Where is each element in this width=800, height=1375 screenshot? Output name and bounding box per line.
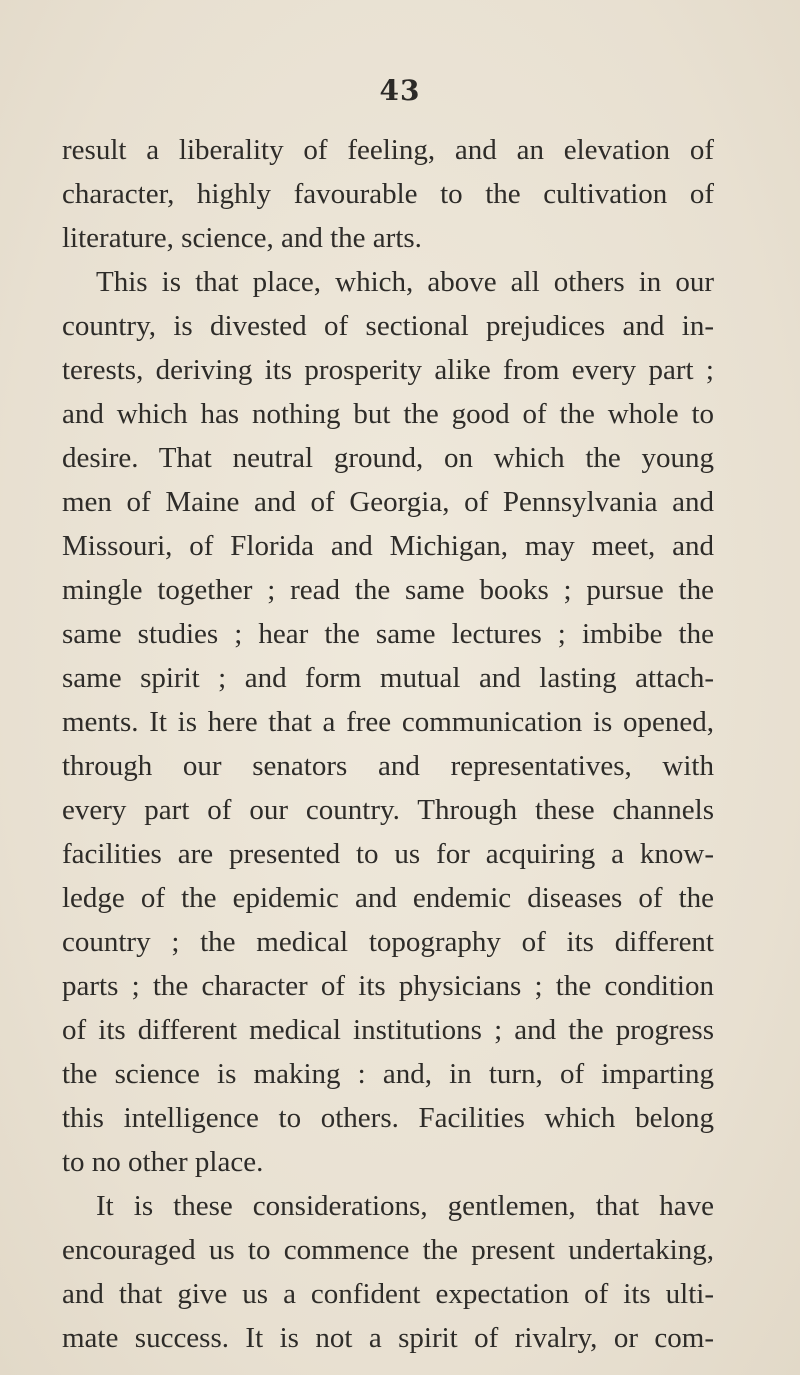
text-line: same spirit ; and form mutual and lasting attach- [62, 662, 714, 694]
text-line: parts ; the character of its physicians ; the condition [62, 970, 714, 1002]
text-line: the science is making : and, in turn, of imparting [62, 1058, 714, 1090]
text-line: encouraged us to commence the present undertaking, [62, 1234, 714, 1266]
text-line: to no other place. [62, 1146, 264, 1178]
page-number: 43 [379, 74, 421, 107]
text-line: Missouri, of Florida and Michigan, may meet, and [62, 530, 714, 562]
text-line: same studies ; hear the same lectures ; imbibe the [62, 618, 714, 650]
text-line: facilities are presented to us for acquiring a know- [62, 838, 714, 870]
text-line: ments. It is here that a free communication is opened, [62, 706, 714, 738]
text-line: ledge of the epidemic and endemic diseases of the [62, 882, 714, 914]
text-line: through our senators and representatives, with [62, 750, 714, 782]
text-line: every part of our country. Through these channels [62, 794, 714, 826]
text-line: country, is divested of sectional prejudices and in- [62, 310, 714, 342]
text-line: mingle together ; read the same books ; pursue the [62, 574, 714, 606]
text-line: literature, science, and the arts. [62, 222, 422, 254]
text-line: this intelligence to others. Facilities which belong [62, 1102, 714, 1134]
text-line: country ; the medical topography of its different [62, 926, 714, 958]
text-line: men of Maine and of Georgia, of Pennsylvania and [62, 486, 714, 518]
text-line: and which has nothing but the good of the whole to [62, 398, 714, 430]
text-line: result a liberality of feeling, and an elevation of [62, 134, 714, 166]
text-line: It is these considerations, gentlemen, that have [96, 1190, 714, 1222]
text-line: mate success. It is not a spirit of rivalry, or com- [62, 1322, 714, 1354]
text-line: character, highly favourable to the cultivation of [62, 178, 714, 210]
text-line: terests, deriving its prosperity alike from every part ; [62, 354, 714, 386]
text-line: of its different medical institutions ; and the progress [62, 1014, 714, 1046]
text-line: desire. That neutral ground, on which the young [62, 442, 714, 474]
text-line: This is that place, which, above all others in our [96, 266, 714, 298]
text-line: and that give us a confident expectation of its ulti- [62, 1278, 714, 1310]
